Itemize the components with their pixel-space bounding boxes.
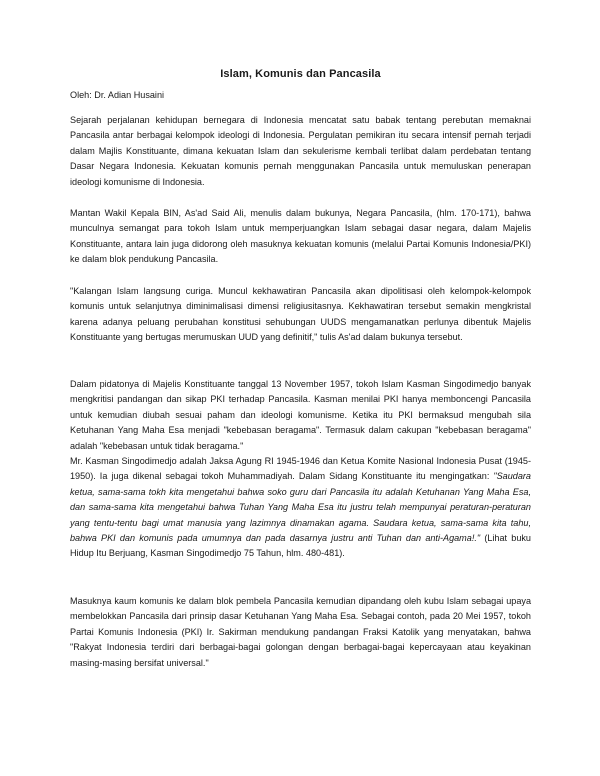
paragraph-5-quote: "Saudara ketua, sama-sama tokh kita mengetahui bahwa soko guru dari Pancasila itu adalah Ketuhanan Yang Maha Esa, dan sama-sama kita mengetahui bahwa Tuhan Yang Maha Esa itu justru telah mempunyai peraturan-peraturan yang tentu-tentu bagi umat manusia yang lazimnya dinamakan agama. Saudara ketua, sama-sama kita tahu, bahwa PKI dan komunis pada umumnya dan pada dasarnya justru anti Tuhan dan anti-Agama!." [70,471,531,544]
paragraph-5-citation: (Lihat buku Hidup Itu Berjuang, Kasman Singodimedjo 75 Tahun, hlm. 480-481). [70,533,531,559]
paragraph-1: Sejarah perjalanan kehidupan bernegara di Indonesia mencatat satu babak tentang perebutan memaknai Pancasila antar berbagai kelompok ideologi di Indonesia. Pergulatan pemikiran itu secara intensif pernah terjadi dalam Majlis Konstituante, dimana kekuatan Islam dan sekulerisme kembali terlibat dalam perdebatan tentang Dasar Negara Indonesia. Kekuatan komunis pernah menggunakan Pancasila untuk memuluskan penerapan ideologi komunisme di Indonesia. [70,115,531,187]
paragraph-6: Masuknya kaum komunis ke dalam blok pembela Pancasila kemudian dipandang oleh kubu Islam sebagai upaya membelokkan Pancasila dari prinsip dasar Ketuhanan Yang Maha Esa. Sebagai contoh, pada 20 Mei 1957, tokoh Partai Komunis Indonesia (PKI) Ir. Sakirman mendukung pandangan Fraksi Katolik yang menyatakan, bahwa "Rakyat Indonesia terdiri dari berbagai-bagai golongan dengan berbagai-bagai kepercayaan atau keyakinan masing-masing bersifat universal." [70,596,531,668]
author-line: Oleh: Dr. Adian Husaini [70,90,165,100]
paragraph-3: "Kalangan Islam langsung curiga. Muncul kekhawatiran Pancasila akan dipolitisasi oleh kelompok-kelompok komunis untuk selanjutnya diminimalisasi dimensi religiusitasnya. Kekhawatiran tersebut semakin mengkristal karena adanya peluang perubahan konstitusi sehubungan UUDS mengamanatkan perlunya dibentuk Majelis Konstituante yang bertugas merumuskan UUD yang definitif," tulis As'ad dalam bukunya tersebut. [70,286,531,343]
paragraph-4: Dalam pidatonya di Majelis Konstituante tanggal 13 November 1957, tokoh Islam Kasman Singodimedjo banyak mengkritisi pandangan dan sikap PKI terhadap Pancasila. Kasman menilai PKI hanya memboncengi Pancasila untuk kemudian diubah sesuai paham dan ideologi komunisme. Ketika itu PKI bermaksud mengubah sila Ketuhanan Yang Maha Esa menjadi "kebebasan beragama". Termasuk dalam cakupan "kebebasan beragama" adalah "kebebasan untuk tidak beragama." [70,379,531,451]
paragraph-5 [70,454,531,562]
paragraph-2: Mantan Wakil Kepala BIN, As'ad Said Ali, menulis dalam bukunya, Negara Pancasila, (hlm. 170-171), bahwa munculnya semangat para tokoh Islam untuk memperjuangkan Islam sebagai dasar negara, dalam Majelis Konstituante, antara lain juga didorong oleh masuknya kekuatan komunis (melalui Partai Komunis Indonesia/PKI) ke dalam blok pendukung Pancasila. [70,208,531,265]
page-title: Islam, Komunis dan Pancasila [220,68,381,80]
paragraph-5-intro: Mr. Kasman Singodimedjo adalah Jaksa Agung RI 1945-1946 dan Ketua Komite Nasional Indonesia Pusat (1945-1950). Ia juga dikenal sebagai tokoh Muhammadiyah. Dalam Sidang Konstituante itu mengingatkan: [70,456,531,482]
